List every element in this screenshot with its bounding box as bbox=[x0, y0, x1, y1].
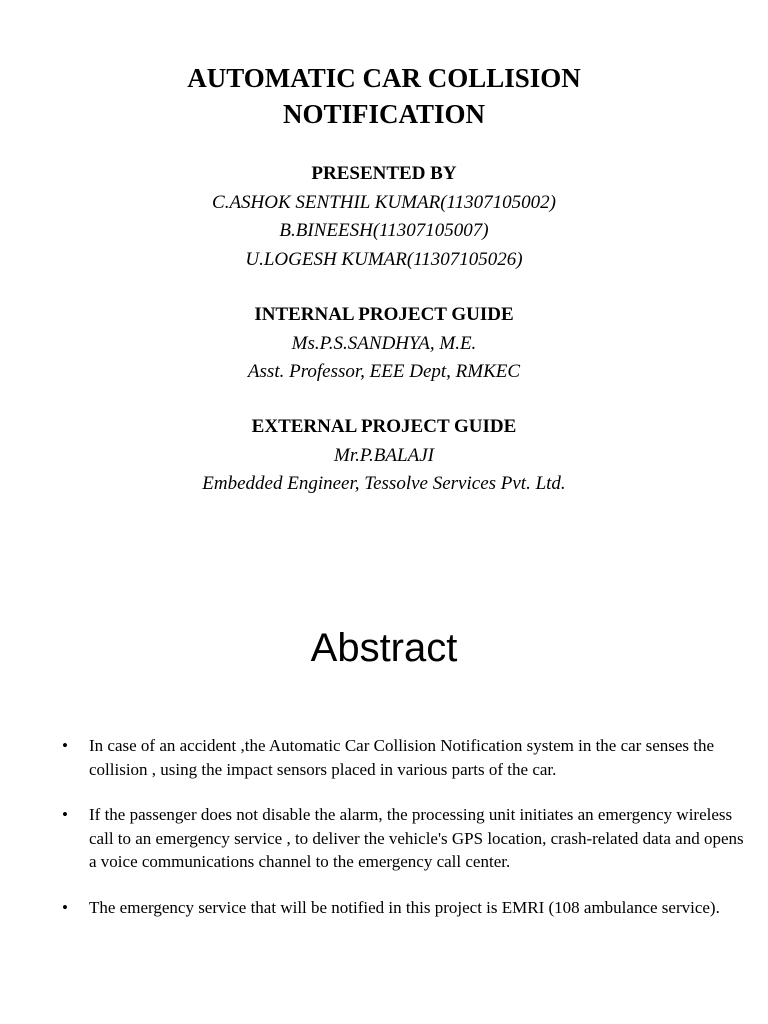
bullet-icon: • bbox=[62, 736, 68, 755]
bullet-icon: • bbox=[62, 805, 68, 824]
presenter-name: C.ASHOK SENTHIL KUMAR(11307105002) bbox=[212, 191, 556, 213]
presenters-block bbox=[0, 160, 768, 274]
list-item bbox=[0, 803, 768, 874]
list-item bbox=[0, 896, 768, 920]
internal-guide-name: Ms.P.S.SANDHYA, M.E. bbox=[291, 332, 477, 354]
bullet-text: If the passenger does not disable the alarm, the processing unit initiates an emergency wireless call to an emergency service , to deliver the vehicle's GPS location, crash-related data and opens a voice communications channel to the emergency call center. bbox=[89, 805, 744, 871]
internal-guide-designation: Asst. Professor, EEE Dept, RMKEC bbox=[247, 361, 521, 382]
bullet-text: The emergency service that will be notified in this project is EMRI (108 ambulance service). bbox=[89, 897, 720, 917]
external-guide-name: Mr.P.BALAJI bbox=[334, 444, 434, 466]
abstract-heading: Abstract bbox=[310, 626, 458, 670]
abstract-bullet-list bbox=[0, 734, 768, 941]
abstract-slide bbox=[0, 560, 768, 1024]
internal-guide-block bbox=[0, 301, 768, 387]
external-guide-designation: Embedded Engineer, Tessolve Services Pvt. Ltd. bbox=[202, 473, 566, 494]
page-title bbox=[0, 60, 768, 132]
title-line: AUTOMATIC CAR COLLISION bbox=[187, 63, 581, 93]
bullet-text: In case of an accident ,the Automatic Car Collision Notification system in the car senses the collision , using the impact sensors placed in various parts of the car. bbox=[89, 736, 715, 779]
list-item bbox=[0, 734, 768, 781]
presenter-name: U.LOGESH KUMAR(11307105026) bbox=[245, 248, 523, 270]
presented-by-heading: PRESENTED BY bbox=[311, 163, 457, 184]
bullet-icon: • bbox=[62, 897, 68, 917]
title-line: NOTIFICATION bbox=[282, 99, 486, 129]
external-guide-heading: EXTERNAL PROJECT GUIDE bbox=[251, 416, 517, 437]
internal-guide-heading: INTERNAL PROJECT GUIDE bbox=[254, 304, 514, 325]
presenter-name: B.BINEESH(11307105007) bbox=[279, 220, 489, 241]
external-guide-block bbox=[0, 413, 768, 499]
